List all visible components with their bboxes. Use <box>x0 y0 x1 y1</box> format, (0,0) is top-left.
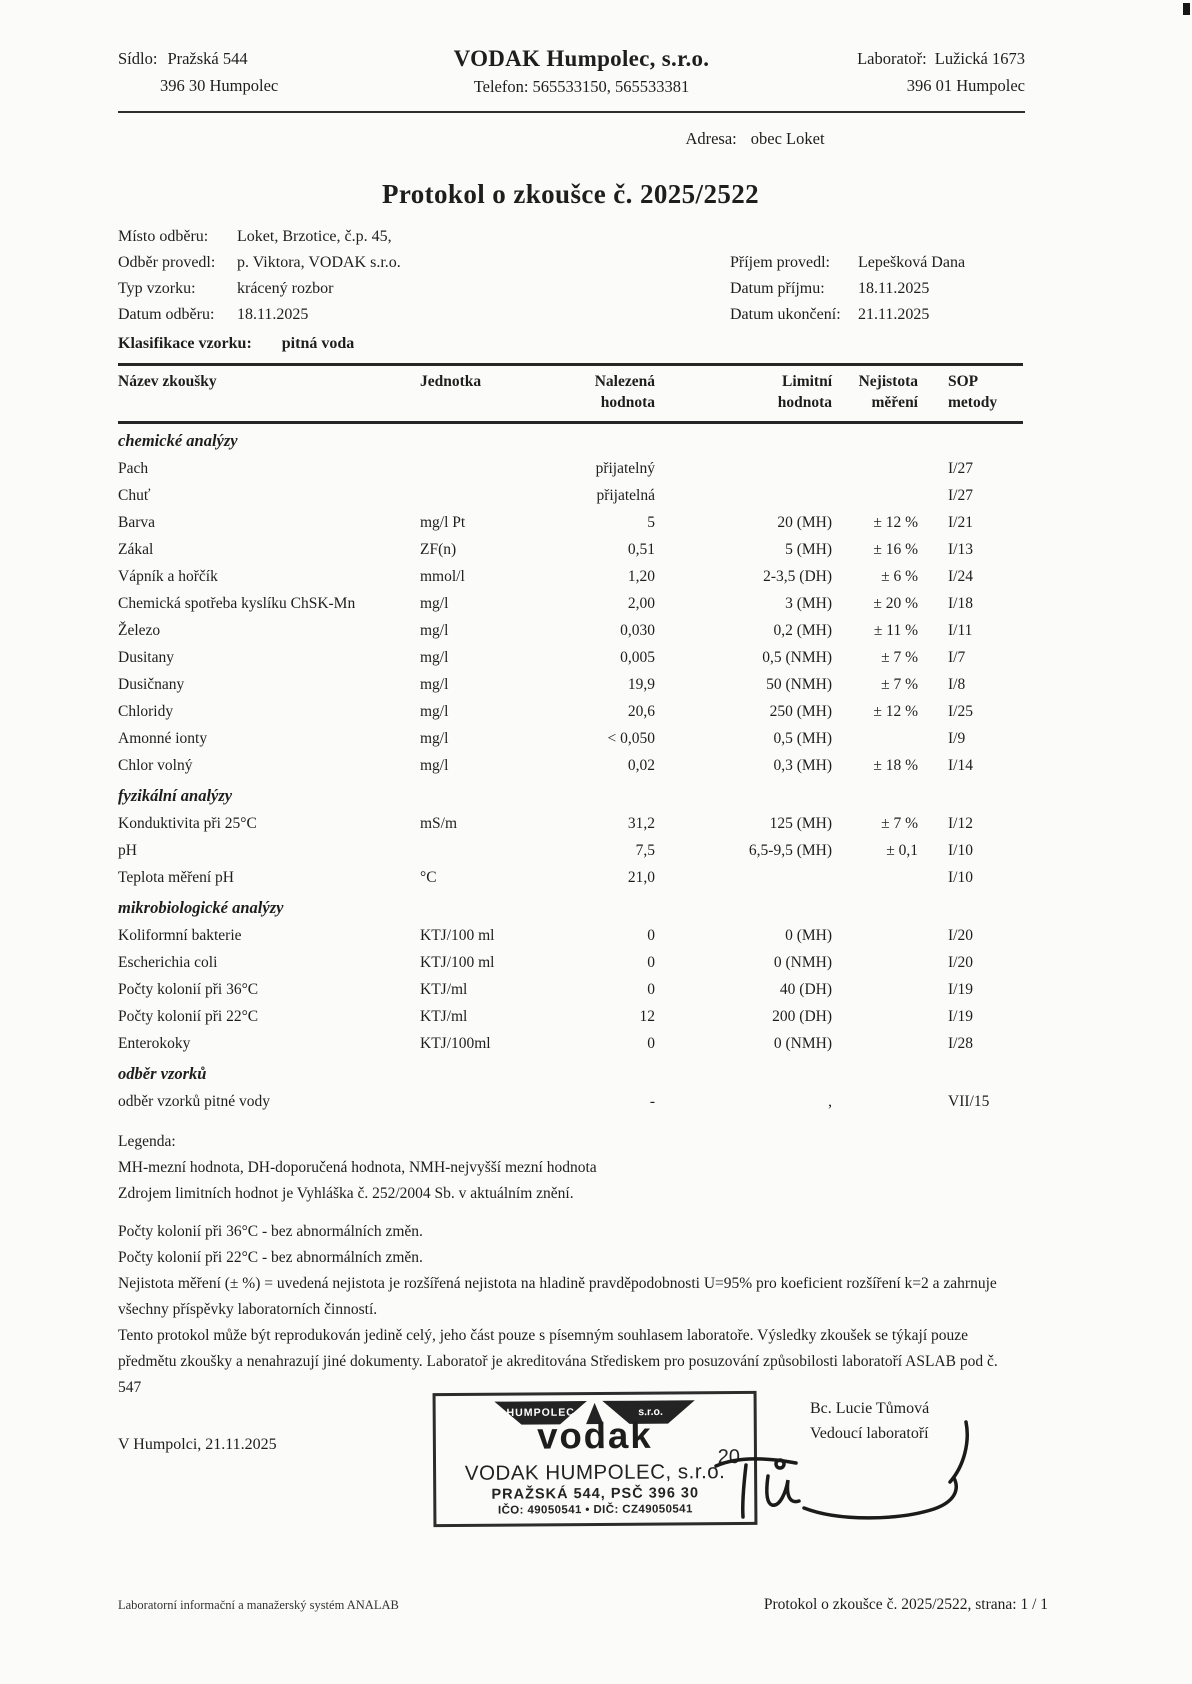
meta-label: Typ vzorku: <box>118 280 196 297</box>
table-cell: 0 <box>647 954 655 971</box>
table-cell: ± 7 % <box>881 676 918 693</box>
table-row <box>118 671 1023 698</box>
table-row <box>118 482 1023 509</box>
legend-notes <box>118 1219 1023 1401</box>
table-cell: 1,20 <box>627 568 655 585</box>
sidlo-label: Sídlo: <box>118 49 158 68</box>
header-sop-metody <box>918 371 1023 413</box>
table-cell: Barva <box>118 514 156 531</box>
table-cell: ± 12 % <box>873 703 918 720</box>
table-row <box>118 864 1023 891</box>
table-cell: 6,5-9,5 (MH) <box>748 842 832 859</box>
table-cell: Vápník a hořčík <box>118 568 218 585</box>
address-line <box>685 129 824 149</box>
legend-title: Legenda: <box>118 1133 176 1150</box>
table-cell: KTJ/ml <box>420 981 468 998</box>
table-cell: 31,2 <box>627 815 655 832</box>
signer-name: Bc. Lucie Tůmová <box>810 1400 930 1417</box>
classification-line <box>118 335 1192 353</box>
table-cell: 0 <box>647 1035 655 1052</box>
note-paragraph: Počty kolonií při 22°C - bez abnormálních změn. <box>118 1249 423 1266</box>
table-cell: mg/l <box>420 676 449 693</box>
meta-value: krácený rozbor <box>237 280 334 297</box>
table-cell: 0 <box>647 981 655 998</box>
table-cell: Počty kolonií při 36°C <box>118 981 259 998</box>
legend-line: MH-mezní hodnota, DH-doporučená hodnota, NMH-nejvyšší mezní hodnota <box>118 1159 597 1176</box>
table-cell: 250 (MH) <box>769 703 832 720</box>
table-cell: mg/l <box>420 595 449 612</box>
company-phone: Telefon: 565533150, 565533381 <box>473 77 690 96</box>
table-cell: 0 (NMH) <box>773 954 832 971</box>
spacer <box>858 226 1023 248</box>
table-cell: KTJ/ml <box>420 1008 468 1025</box>
table-cell: ± 20 % <box>873 595 918 612</box>
table-cell: - <box>649 1093 655 1110</box>
table-cell <box>832 482 918 509</box>
table-row <box>118 949 1023 976</box>
meta-block <box>118 226 1192 326</box>
table-cell: 0,2 (MH) <box>773 622 832 639</box>
table-cell: I/18 <box>948 595 973 612</box>
table-cell: Teplota měření pH <box>118 869 234 886</box>
table-cell <box>832 864 918 891</box>
vodak-logo <box>489 1397 701 1456</box>
classification-label: Klasifikace vzorku: <box>118 335 252 352</box>
section-title: mikrobiologické analýzy <box>118 898 284 917</box>
meta-label: Místo odběru: <box>118 228 209 245</box>
table-cell <box>832 922 918 949</box>
table-cell: 0,030 <box>620 622 655 639</box>
table-cell: ± 11 % <box>873 622 918 639</box>
note-paragraph: Tento protokol může být reprodukován jedině celý, jeho část pouze s písemným souhlasem laboratoře. Výsledky zkoušek se týkají pouze předmětu zkoušky a nenahrazují jiné dokumenty. Laboratoř je akreditována Střediskem pro posuzování způsobilosti laboratoří ASLAB pod č. 547 <box>118 1327 998 1396</box>
table-cell: 0,005 <box>620 649 655 666</box>
table-row <box>118 617 1023 644</box>
sidlo-street: Pražská 544 <box>167 49 248 68</box>
table-row <box>118 509 1023 536</box>
header-line: měření <box>871 394 918 411</box>
table-cell: přijatelná <box>596 487 655 504</box>
letterhead-sidlo <box>118 48 373 97</box>
table-cell: °C <box>420 869 437 886</box>
table-cell: Koliformní bakterie <box>118 927 242 944</box>
results-table-body <box>118 424 1023 1115</box>
table-cell: Chloridy <box>118 703 174 720</box>
table-cell: ± 0,1 <box>886 842 918 859</box>
meta-value: 18.11.2025 <box>858 280 930 297</box>
table-row <box>118 698 1023 725</box>
table-row <box>118 455 1023 482</box>
table-cell: 0,3 (MH) <box>773 757 832 774</box>
table-cell <box>420 837 538 864</box>
table-row <box>118 922 1023 949</box>
table-cell: I/10 <box>948 869 973 886</box>
table-cell: ± 7 % <box>881 649 918 666</box>
table-row <box>118 1088 1023 1115</box>
table-cell: 3 (MH) <box>785 595 832 612</box>
table-cell: I/19 <box>948 1008 973 1025</box>
table-cell: odběr vzorků pitné vody <box>118 1093 270 1110</box>
table-cell: Dusičnany <box>118 676 185 693</box>
table-row <box>118 590 1023 617</box>
table-cell: I/24 <box>948 568 973 585</box>
table-cell <box>655 455 832 482</box>
table-row <box>118 1003 1023 1030</box>
place-and-date: V Humpolci, 21.11.2025 <box>118 1436 277 1453</box>
footer-page-number: Protokol o zkoušce č. 2025/2522, strana: 1 / 1 <box>763 1596 1048 1613</box>
table-cell: I/19 <box>948 981 973 998</box>
table-cell: KTJ/100 ml <box>420 927 495 944</box>
table-cell: 0 (NMH) <box>773 1035 832 1052</box>
table-cell: I/8 <box>948 676 966 693</box>
table-cell: KTJ/100ml <box>420 1035 491 1052</box>
table-cell <box>655 482 832 509</box>
table-cell: 0,51 <box>627 541 655 558</box>
header-divider <box>118 111 1025 113</box>
table-cell: 0 (MH) <box>785 927 832 944</box>
table-cell: mg/l <box>420 757 449 774</box>
letterhead-company <box>373 48 790 97</box>
stamp-number: 20 <box>717 1445 741 1469</box>
table-row <box>118 752 1023 779</box>
stamp-company-line: VODAK HUMPOLEC, s.r.o. <box>464 1460 726 1485</box>
table-cell: Amonné ionty <box>118 730 208 747</box>
signer-role: Vedoucí laboratoří <box>810 1425 929 1442</box>
table-cell: I/20 <box>948 927 973 944</box>
table-cell: I/13 <box>948 541 973 558</box>
header-nalezena-hodnota <box>538 371 655 413</box>
address-value: obec Loket <box>750 129 825 148</box>
table-cell: 19,9 <box>627 676 655 693</box>
table-cell: ± 18 % <box>873 757 918 774</box>
note-paragraph: Počty kolonií při 36°C - bez abnormálních změn. <box>118 1223 423 1240</box>
table-cell <box>832 455 918 482</box>
header-line: SOP <box>948 373 979 390</box>
table-row <box>118 837 1023 864</box>
table-cell <box>832 1003 918 1030</box>
header-line: Jednotka <box>420 373 482 390</box>
results-table <box>118 363 1023 1115</box>
logo-humpolec-label: HUMPOLEC <box>506 1406 575 1420</box>
table-cell: ± 7 % <box>881 815 918 832</box>
table-cell: 0 <box>647 927 655 944</box>
letterhead <box>118 48 1025 97</box>
table-cell: ± 6 % <box>881 568 918 585</box>
table-cell <box>420 455 538 482</box>
logo-sro-label: s.r.o. <box>638 1405 663 1419</box>
table-cell: Zákal <box>118 541 154 558</box>
meta-value: p. Viktora, VODAK s.r.o. <box>237 254 401 271</box>
table-cell: I/9 <box>948 730 966 747</box>
table-row <box>118 976 1023 1003</box>
signature-area <box>118 1392 1078 1547</box>
table-cell: Konduktivita při 25°C <box>118 815 257 832</box>
laborator-city: 396 01 Humpolec <box>906 76 1025 95</box>
table-cell: Chemická spotřeba kyslíku ChSK-Mn <box>118 595 356 612</box>
page-footer <box>118 1596 1048 1614</box>
table-cell: mS/m <box>420 815 458 832</box>
table-cell: Chuť <box>118 487 151 504</box>
table-cell: Chlor volný <box>118 757 193 774</box>
table-cell: 200 (DH) <box>772 1008 832 1025</box>
laborator-street: Lužická 1673 <box>934 49 1025 68</box>
table-cell: 0,5 (NMH) <box>762 649 832 666</box>
table-cell: < 0,050 <box>607 730 655 747</box>
table-cell: I/10 <box>948 842 973 859</box>
table-cell: mg/l <box>420 730 449 747</box>
table-cell: Dusitany <box>118 649 174 666</box>
section-title: odběr vzorků <box>118 1064 207 1083</box>
table-cell: 50 (NMH) <box>766 676 832 693</box>
table-cell: Železo <box>118 622 161 639</box>
header-nejistota-mereni <box>832 371 918 413</box>
table-cell: přijatelný <box>595 460 655 477</box>
table-cell: I/25 <box>948 703 973 720</box>
table-header <box>118 366 1023 424</box>
table-cell: I/7 <box>948 649 966 666</box>
table-cell: 125 (MH) <box>769 815 832 832</box>
section-title: fyzikální analýzy <box>118 786 233 805</box>
legend-lines <box>118 1155 1023 1207</box>
meta-value: 21.11.2025 <box>858 306 930 323</box>
header-jednotka <box>420 371 538 413</box>
logo-wordmark: vodak <box>536 1414 653 1457</box>
table-cell: mg/l <box>420 649 449 666</box>
table-cell: I/27 <box>948 460 973 477</box>
table-cell <box>655 864 832 891</box>
table-cell: 7,5 <box>635 842 655 859</box>
meta-label: Datum odběru: <box>118 306 215 323</box>
table-cell: pH <box>118 842 137 859</box>
meta-label: Datum ukončení: <box>730 306 841 323</box>
header-nazev-zkousky <box>118 371 420 413</box>
company-name: VODAK Humpolec, s.r.o. <box>453 46 710 71</box>
note-paragraph: Nejistota měření (± %) = uvedená nejistota je rozšířená nejistota na hladině pravděpodobnosti U=95% pro koeficient rozšíření k=2 a zahrnuje všechny příspěvky laboratorních činností. <box>118 1275 997 1318</box>
table-cell: I/12 <box>948 815 973 832</box>
table-cell: ZF(n) <box>420 541 457 558</box>
address-label: Adresa: <box>685 129 737 148</box>
table-cell: 20 (MH) <box>777 514 832 531</box>
table-cell: I/11 <box>948 622 973 639</box>
header-line: Nejistota <box>858 373 918 390</box>
header-limitni-hodnota <box>655 371 832 413</box>
legend-block <box>118 1129 1023 1401</box>
table-cell: 0,5 (MH) <box>773 730 832 747</box>
sidlo-city: 396 30 Humpolec <box>160 76 279 95</box>
table-cell: 5 <box>647 514 655 531</box>
table-cell <box>832 725 918 752</box>
table-cell <box>832 949 918 976</box>
table-cell: mg/l <box>420 703 449 720</box>
table-cell: mg/l <box>420 622 449 639</box>
table-row <box>118 725 1023 752</box>
spacer <box>730 226 858 248</box>
stamp-address-line: PRAŽSKÁ 544, PSČ 396 30 <box>491 1485 700 1503</box>
footer-system-note: Laboratorní informační a manažerský systém ANALAB <box>118 1598 399 1612</box>
table-row <box>118 536 1023 563</box>
meta-label: Datum příjmu: <box>730 280 825 297</box>
meta-label: Odběr provedl: <box>118 254 216 271</box>
table-cell: 5 (MH) <box>785 541 832 558</box>
table-cell: Escherichia coli <box>118 954 218 971</box>
table-cell: 21,0 <box>627 869 655 886</box>
signer-block <box>810 1396 929 1446</box>
scan-artifact <box>1183 3 1190 15</box>
table-cell: I/20 <box>948 954 973 971</box>
table-cell: 2,00 <box>627 595 655 612</box>
table-cell: I/28 <box>948 1035 973 1052</box>
table-cell: 0,02 <box>627 757 655 774</box>
meta-value: Loket, Brzotice, č.p. 45, <box>237 228 392 245</box>
table-cell: ± 16 % <box>873 541 918 558</box>
table-cell <box>832 1030 918 1057</box>
table-row <box>118 644 1023 671</box>
table-cell: mg/l Pt <box>420 514 466 531</box>
stamp-ico-dic-line: IČO: 49050541 • DIČ: CZ49050541 <box>497 1503 693 1517</box>
header-line: hodnota <box>600 394 655 411</box>
table-section-header <box>118 1057 1023 1088</box>
table-section-header <box>118 779 1023 810</box>
table-cell <box>420 482 538 509</box>
table-cell: mmol/l <box>420 568 465 585</box>
table-section-header <box>118 891 1023 922</box>
header-line: hodnota <box>777 394 832 411</box>
meta-value: 18.11.2025 <box>237 306 309 323</box>
table-cell: KTJ/100 ml <box>420 954 495 971</box>
table-cell: ± 12 % <box>873 514 918 531</box>
table-cell: VII/15 <box>948 1093 990 1110</box>
legend-line: Zdrojem limitních hodnot je Vyhláška č. 252/2004 Sb. v aktuálním znění. <box>118 1185 574 1202</box>
table-cell <box>420 1088 538 1115</box>
table-cell: 20,6 <box>627 703 655 720</box>
laborator-label: Laboratoř: <box>857 49 927 68</box>
table-cell: , <box>828 1093 832 1110</box>
header-line: Nalezená <box>594 373 655 390</box>
table-cell <box>832 976 918 1003</box>
letterhead-laborator <box>790 48 1025 97</box>
table-cell: 40 (DH) <box>779 981 832 998</box>
table-cell: I/21 <box>948 514 973 531</box>
table-cell: 12 <box>639 1008 655 1025</box>
table-section-header <box>118 424 1023 455</box>
table-cell: Počty kolonií při 22°C <box>118 1008 259 1025</box>
meta-label: Příjem provedl: <box>730 254 830 271</box>
table-row <box>118 1030 1023 1057</box>
table-cell: 2-3,5 (DH) <box>763 568 832 585</box>
table-cell <box>832 1088 918 1115</box>
header-line: Název zkoušky <box>118 373 217 390</box>
page-title: Protokol o zkoušce č. 2025/2522 <box>381 179 760 209</box>
table-row <box>118 810 1023 837</box>
section-title: chemické analýzy <box>118 431 238 450</box>
classification-value: pitná voda <box>281 335 355 352</box>
table-cell: I/27 <box>948 487 973 504</box>
table-cell: Pach <box>118 460 149 477</box>
meta-value: Lepešková Dana <box>858 254 966 271</box>
table-cell: I/14 <box>948 757 973 774</box>
table-row <box>118 563 1023 590</box>
header-line: Limitní <box>782 373 832 390</box>
table-cell: Enterokoky <box>118 1035 191 1052</box>
header-line: metody <box>948 394 998 411</box>
